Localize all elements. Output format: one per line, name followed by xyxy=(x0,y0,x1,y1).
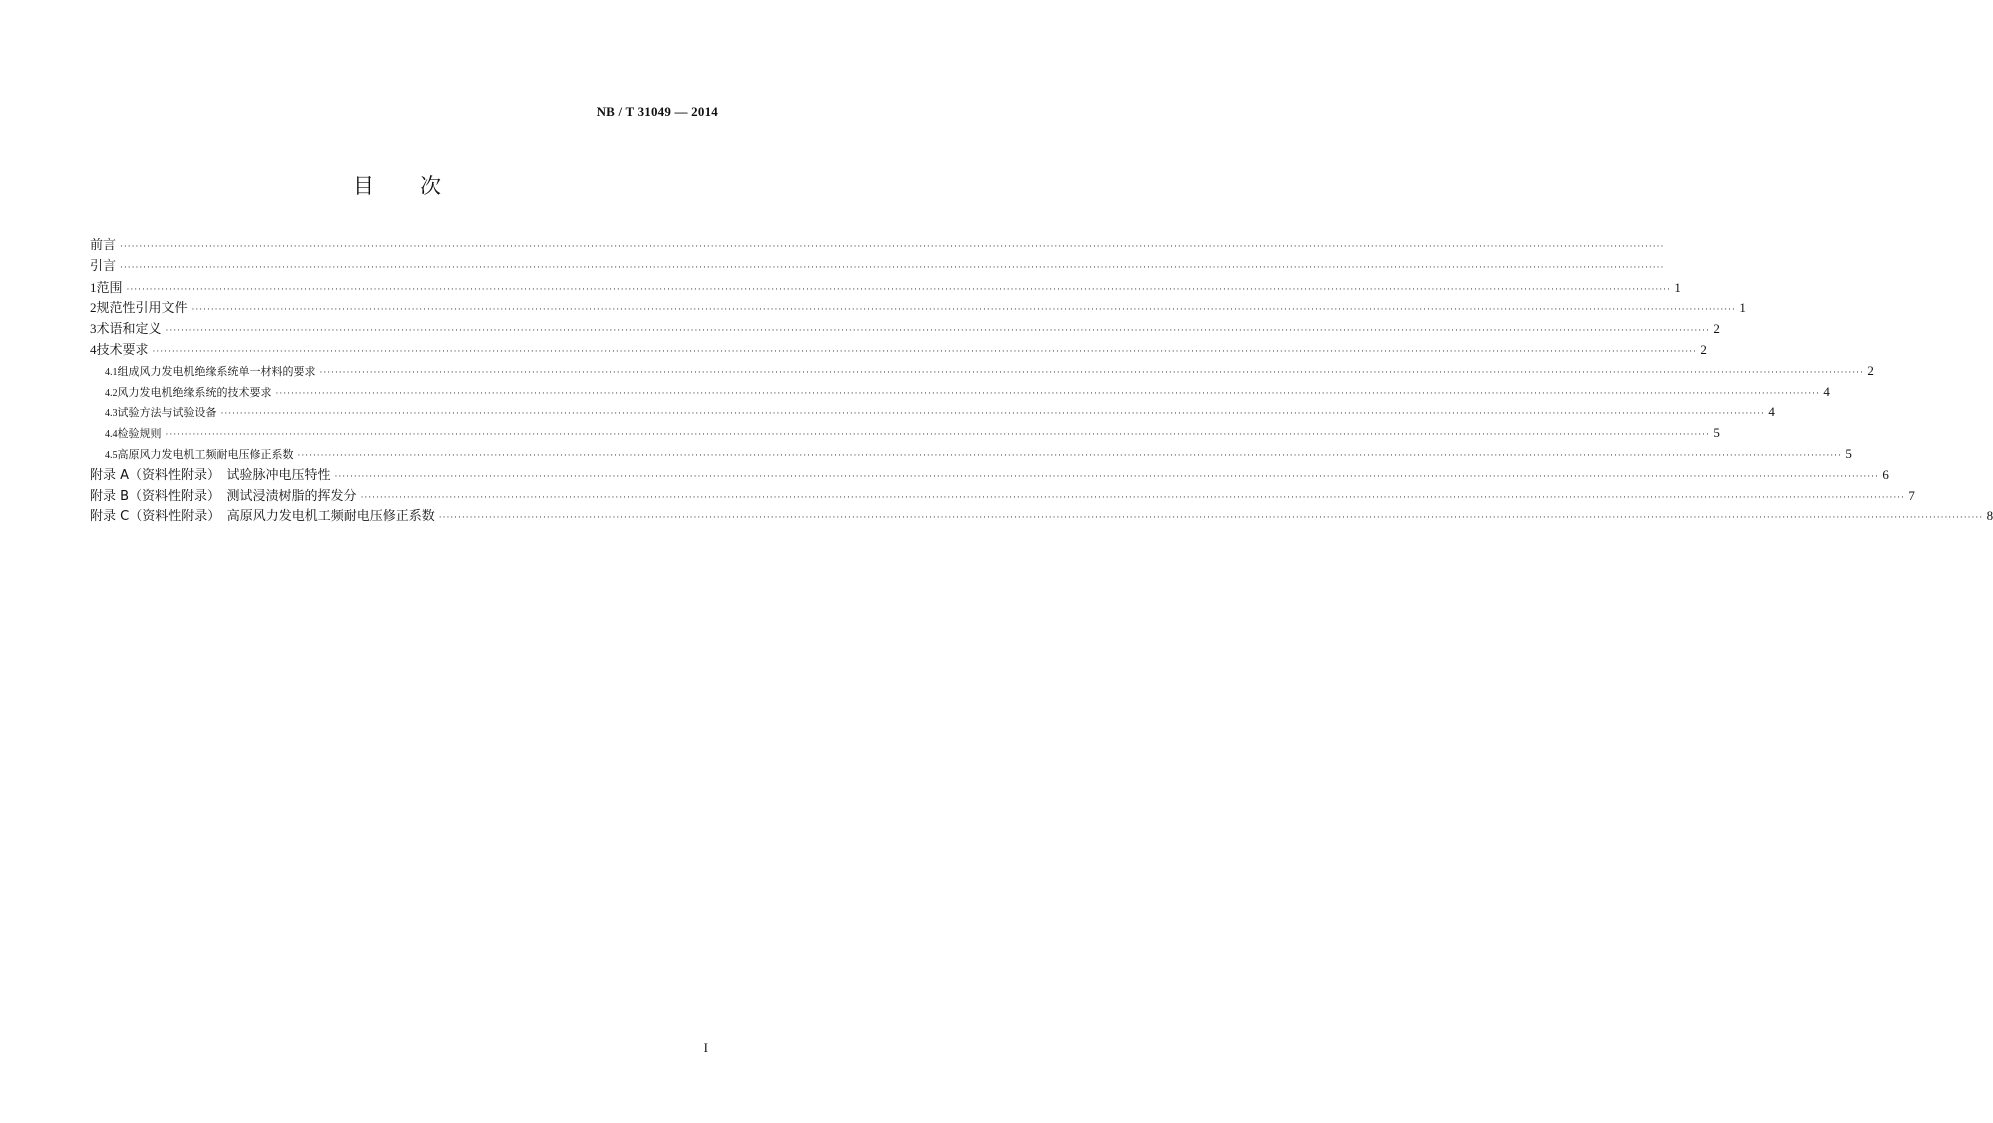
toc-entry-page: 1 xyxy=(1674,279,1681,295)
toc-entry[interactable] xyxy=(90,486,1915,507)
toc-entry-label: 范围 xyxy=(96,280,123,296)
title-char-2: 次 xyxy=(420,174,441,198)
toc-dot-leader: ················································································································································································································································································································································································································ xyxy=(126,284,1671,295)
toc-entry-number: 4.4 xyxy=(105,429,118,441)
toc-dot-leader: ················································································································································································································································································································································································································ xyxy=(191,305,1736,316)
toc-entry[interactable] xyxy=(90,506,1993,527)
toc-entry-number: 3 xyxy=(90,321,97,337)
toc-entry-number: 1 xyxy=(90,279,97,295)
title-char-1: 目 xyxy=(353,174,374,198)
toc-entry-label: 术语和定义 xyxy=(96,322,162,338)
toc-dot-leader: ················································································································································································································································································································································································································ xyxy=(319,367,1864,378)
toc-dot-leader: ················································································································································································································································································································································································································ xyxy=(165,326,1710,337)
toc-dot-leader: ················································································································································································································································································································································································································ xyxy=(152,346,1697,357)
toc-dot-leader: ················································································································································································································································································································································································································ xyxy=(275,388,1820,399)
toc-entry-number: 4.5 xyxy=(105,449,118,461)
toc-entry[interactable] xyxy=(90,298,1746,319)
toc-entry-page: 4 xyxy=(1823,383,1830,399)
toc-entry[interactable] xyxy=(90,236,1665,257)
toc-dot-leader: ················································································································································································································································································································································································································ xyxy=(297,450,1842,461)
toc-entry-label: 组成风力发电机绝缘系统单一材料的要求 xyxy=(117,364,316,378)
toc-entry-page: 2 xyxy=(1700,341,1707,357)
toc-entry-page: 4 xyxy=(1768,404,1775,420)
toc-entry[interactable] xyxy=(90,444,1852,465)
toc-entry-label: 规范性引用文件 xyxy=(96,301,188,317)
toc-entry[interactable] xyxy=(90,361,1874,382)
toc-dot-leader: ················································································································································································································································································································································································································ xyxy=(360,492,1905,503)
toc-dot-leader: ················································································································································································································································································································································································································ xyxy=(334,471,1879,482)
toc-entry-number: 4 xyxy=(90,341,97,357)
page-number: I xyxy=(703,1040,708,1055)
toc-entry-page: 6 xyxy=(1882,466,1889,482)
toc-entry-label: 高原风力发电机工频耐电压修正系数 xyxy=(117,447,294,461)
toc-entry[interactable] xyxy=(90,278,1681,299)
toc-entry-number: 2 xyxy=(90,300,97,316)
toc-entry-label: 检验规则 xyxy=(117,427,162,441)
toc-dot-leader: ················································································································································································································································································································································································································ xyxy=(120,262,1665,273)
toc-entry-page: 2 xyxy=(1713,321,1720,337)
toc-dot-leader: ················································································································································································································································································································································································································ xyxy=(120,242,1665,252)
toc-entry[interactable] xyxy=(90,423,1720,444)
toc-entry-label: 附录 C（资料性附录） 高原风力发电机工频耐电压修正系数 xyxy=(90,509,435,525)
toc-entry[interactable] xyxy=(90,319,1720,340)
toc-entry-number: 4.1 xyxy=(105,366,118,378)
toc-entry[interactable] xyxy=(90,402,1775,423)
toc-entry-label: 技术要求 xyxy=(96,342,149,358)
toc-entry-number: 4.3 xyxy=(105,408,118,420)
toc-dot-leader: ················································································································································································································································································································································································································ xyxy=(438,513,1984,524)
toc-entry[interactable] xyxy=(90,382,1830,403)
toc-entry-page: 2 xyxy=(1867,362,1874,378)
toc-entry-label: 前言 xyxy=(90,238,117,253)
toc-entry-page: 5 xyxy=(1713,425,1720,441)
standard-code: NB / T 31049 — 2014 xyxy=(596,104,718,119)
toc-entry-label: 试验方法与试验设备 xyxy=(117,406,217,420)
toc-entry-number: 4.2 xyxy=(105,387,118,399)
table-of-contents xyxy=(90,236,1993,527)
toc-entry-page: 1 xyxy=(1739,300,1746,316)
page-title xyxy=(0,170,794,200)
toc-entry[interactable] xyxy=(90,257,1665,278)
toc-entry-label: 附录 B（资料性附录） 测试浸渍树脂的挥发分 xyxy=(90,488,357,504)
toc-entry[interactable] xyxy=(90,340,1707,361)
toc-entry[interactable] xyxy=(90,465,1889,486)
toc-dot-leader: ················································································································································································································································································································································································································ xyxy=(165,430,1710,441)
toc-entry-page: 7 xyxy=(1908,487,1915,503)
toc-entry-page: 8 xyxy=(1986,508,1993,524)
toc-entry-label: 引言 xyxy=(90,258,117,274)
toc-entry-page: 5 xyxy=(1845,445,1852,461)
toc-entry-label: 风力发电机绝缘系统的技术要求 xyxy=(117,385,272,399)
toc-dot-leader: ················································································································································································································································································································································································································ xyxy=(220,409,1765,420)
toc-entry-label: 附录 A（资料性附录） 试验脉冲电压特性 xyxy=(90,467,331,483)
